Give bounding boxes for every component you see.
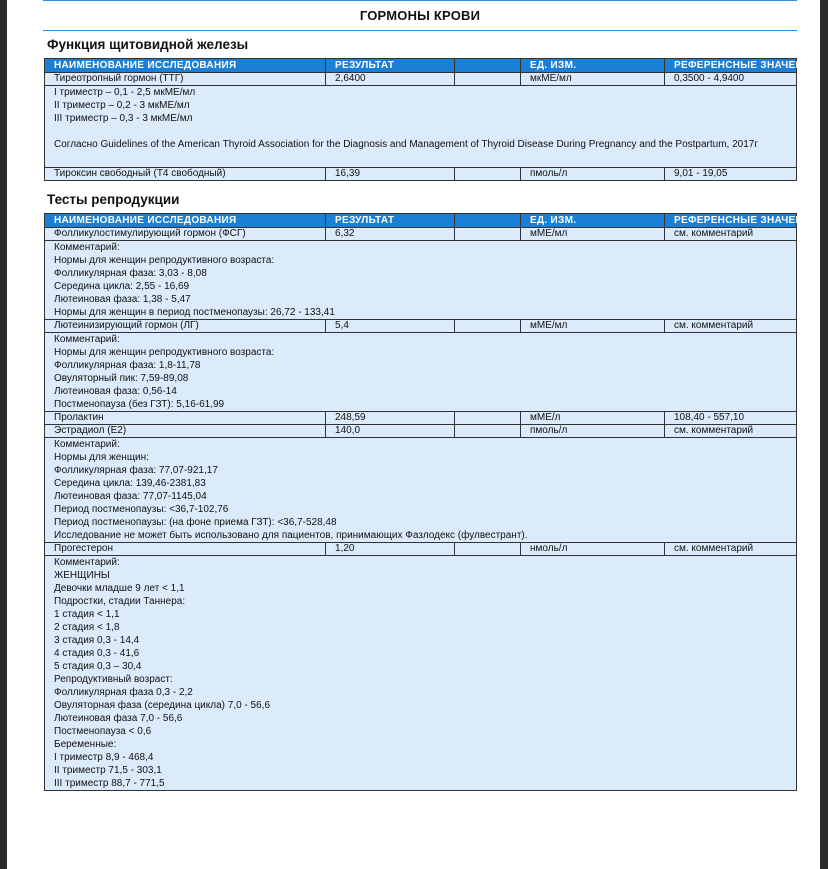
test-unit: нмоль/л <box>521 543 665 556</box>
test-name: Фолликулостимулирующий гормон (ФСГ) <box>45 228 326 241</box>
test-unit: мкМЕ/мл <box>521 73 665 86</box>
header-flag <box>455 214 521 228</box>
page-title: ГОРМОНЫ КРОВИ <box>43 0 797 31</box>
test-unit: пмоль/л <box>521 425 665 438</box>
comment-line: Комментарий: <box>54 557 120 568</box>
comment-row-progesterone <box>45 556 797 791</box>
comment-line: Середина цикла: 139,46-2381,83 <box>54 478 206 489</box>
test-result: 6,32 <box>326 228 455 241</box>
comment-line: 1 стадия < 1,1 <box>54 609 120 620</box>
comment-row-tsh <box>45 86 797 168</box>
header-name: НАИМЕНОВАНИЕ ИССЛЕДОВАНИЯ <box>45 59 326 73</box>
test-flag <box>455 412 521 425</box>
comment-line: Комментарий: <box>54 334 120 345</box>
comment-line: Постменопауза (без ГЗТ): 5,16-61,99 <box>54 399 225 410</box>
comment-line: Нормы для женщин: <box>54 452 149 463</box>
table-header <box>45 59 797 73</box>
test-reference: 9,01 - 19,05 <box>665 168 797 181</box>
comment-line: Середина цикла: 2,55 - 16,69 <box>54 281 190 292</box>
comment-line: I триместр 8,9 - 468,4 <box>54 752 154 763</box>
table-row-lh <box>45 320 797 333</box>
test-result: 140,0 <box>326 425 455 438</box>
comment-line: Комментарий: <box>54 439 120 450</box>
comment-line: II триместр – 0,2 - 3 мкМЕ/мл <box>54 100 190 111</box>
test-unit: мМЕ/мл <box>521 228 665 241</box>
comment-line: Нормы для женщин репродуктивного возраста: <box>54 347 275 358</box>
table-row-prolactin <box>45 412 797 425</box>
table-row-tsh <box>45 73 797 86</box>
table-row-fsh <box>45 228 797 241</box>
test-unit: пмоль/л <box>521 168 665 181</box>
section-title-reproduction: Тесты репродукции <box>47 192 180 207</box>
comment-cell <box>45 241 797 320</box>
test-unit: мМЕ/л <box>521 412 665 425</box>
report-page <box>7 0 820 869</box>
test-result: 248,59 <box>326 412 455 425</box>
comment-line: 4 стадия 0,3 - 41,6 <box>54 648 140 659</box>
table-row-estradiol <box>45 425 797 438</box>
comment-line: Овуляторная фаза (середина цикла) 7,0 - 56,6 <box>54 700 271 711</box>
section-title-thyroid: Функция щитовидной железы <box>47 37 249 52</box>
comment-line: III триместр – 0,3 - 3 мкМЕ/мл <box>54 113 193 124</box>
test-reference: 108,40 - 557,10 <box>665 412 797 425</box>
comment-cell <box>45 556 797 791</box>
comment-line: Лютеиновая фаза: 77,07-1145,04 <box>54 491 207 502</box>
comment-line: Репродуктивный возраст: <box>54 674 173 685</box>
test-name: Прогестерон <box>45 543 326 556</box>
comment-line: Фолликулярная фаза: 1,8-11,78 <box>54 360 201 371</box>
comment-line: Овуляторный пик: 7,59-89,08 <box>54 373 189 384</box>
header-result: РЕЗУЛЬТАТ <box>326 59 455 73</box>
test-reference: 0,3500 - 4,9400 <box>665 73 797 86</box>
header-reference: РЕФЕРЕНСНЫЕ ЗНАЧЕНИЯ <box>665 214 797 228</box>
comment-line: Подростки, стадии Таннера: <box>54 596 186 607</box>
test-reference: см. комментарий <box>665 228 797 241</box>
header-name: НАИМЕНОВАНИЕ ИССЛЕДОВАНИЯ <box>45 214 326 228</box>
comment-line: Нормы для женщин в период постменопаузы: 26,72 - 133,41 <box>54 307 335 318</box>
comment-row-fsh <box>45 241 797 320</box>
comment-line: 3 стадия 0,3 - 14,4 <box>54 635 140 646</box>
comment-line: 5 стадия 0,3 – 30,4 <box>54 661 142 672</box>
comment-line: III триместр 88,7 - 771,5 <box>54 778 165 789</box>
comment-line: ЖЕНЩИНЫ <box>54 570 110 581</box>
comment-line: Лютеиновая фаза 7,0 - 56,6 <box>54 713 183 724</box>
test-name: Тиреотропный гормон (ТТГ) <box>45 73 326 86</box>
comment-line: Период постменопаузы: (на фоне приема ГЗТ): <36,7-528,48 <box>54 517 337 528</box>
comment-line: Нормы для женщин репродуктивного возраста: <box>54 255 275 266</box>
header-reference: РЕФЕРЕНСНЫЕ ЗНАЧЕНИЯ <box>665 59 797 73</box>
comment-line: Согласно Guidelines of the American Thyroid Association for the Diagnosis and Management of Thyroid Disease During Pregnancy and the Postpartum, 2017г <box>54 139 759 150</box>
test-name: Лютеинизирующий гормон (ЛГ) <box>45 320 326 333</box>
test-result: 1,20 <box>326 543 455 556</box>
comment-line: Комментарий: <box>54 242 120 253</box>
table-row-progesterone <box>45 543 797 556</box>
table-row-t4 <box>45 168 797 181</box>
comment-cell <box>45 333 797 412</box>
test-flag <box>455 73 521 86</box>
comment-line: Лютеиновая фаза: 0,56-14 <box>54 386 177 397</box>
test-name: Тироксин свободный (Т4 свободный) <box>45 168 326 181</box>
header-flag <box>455 59 521 73</box>
test-flag <box>455 543 521 556</box>
comment-line: Беременные: <box>54 739 117 750</box>
comment-row-lh <box>45 333 797 412</box>
test-reference: см. комментарий <box>665 425 797 438</box>
comment-line: II триместр 71,5 - 303,1 <box>54 765 162 776</box>
comment-line: 2 стадия < 1,8 <box>54 622 120 633</box>
comment-cell <box>45 86 797 168</box>
header-result: РЕЗУЛЬТАТ <box>326 214 455 228</box>
test-flag <box>455 228 521 241</box>
test-result: 16,39 <box>326 168 455 181</box>
comment-line: Постменопауза < 0,6 <box>54 726 152 737</box>
comment-line: I триместр – 0,1 - 2,5 мкМЕ/мл <box>54 87 196 98</box>
comment-line: Исследование не может быть использовано для пациентов, принимающих Фазлодекс (фулвестрант). <box>54 530 528 541</box>
test-unit: мМЕ/мл <box>521 320 665 333</box>
comment-line: Лютеиновая фаза: 1,38 - 5,47 <box>54 294 191 305</box>
comment-row-estradiol <box>45 438 797 543</box>
test-reference: см. комментарий <box>665 320 797 333</box>
comment-line: Девочки младше 9 лет < 1,1 <box>54 583 185 594</box>
header-unit: ЕД. ИЗМ. <box>521 214 665 228</box>
comment-line: Фолликулярная фаза: 77,07-921,17 <box>54 465 218 476</box>
table-header <box>45 214 797 228</box>
test-name: Пролактин <box>45 412 326 425</box>
comment-line: Фолликулярная фаза: 3,03 - 8,08 <box>54 268 207 279</box>
test-result: 2,6400 <box>326 73 455 86</box>
reproduction-table <box>44 213 819 791</box>
test-flag <box>455 320 521 333</box>
test-result: 5,4 <box>326 320 455 333</box>
test-reference: см. комментарий <box>665 543 797 556</box>
test-name: Эстрадиол (Е2) <box>45 425 326 438</box>
test-flag <box>455 425 521 438</box>
header-unit: ЕД. ИЗМ. <box>521 59 665 73</box>
comment-line: Фолликулярная фаза 0,3 - 2,2 <box>54 687 193 698</box>
comment-line: Период постменопаузы: <36,7-102,76 <box>54 504 229 515</box>
test-flag <box>455 168 521 181</box>
thyroid-table <box>44 58 819 181</box>
comment-cell <box>45 438 797 543</box>
